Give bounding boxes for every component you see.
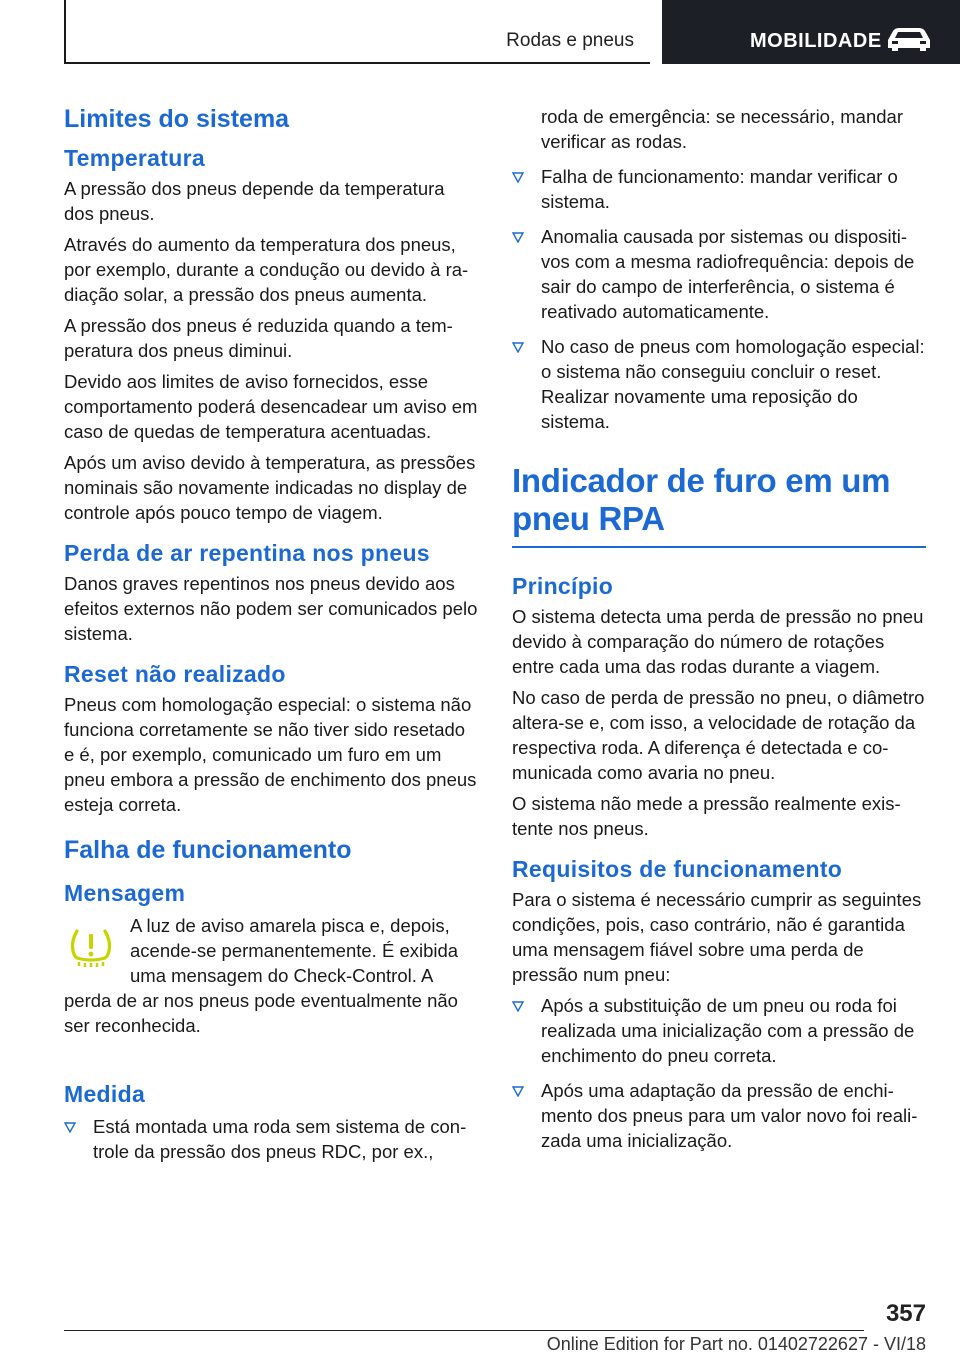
message-text-line: A luz de aviso amarela pisca e, depois, (130, 915, 450, 936)
header-chapter-label: MOBILIDADE (750, 30, 882, 52)
message-block (64, 913, 478, 1038)
requirements-heading: Requisitos de funcionamento (512, 856, 843, 882)
system-limits-title: Limites do sistema (64, 105, 290, 133)
reset-heading: Reset não realizado (64, 661, 286, 687)
header-section-title: Rodas e pneus (506, 30, 634, 51)
temperature-paragraph: Através do aumento da temperatura dos pneus, por exemplo, durante a condução ou devido à radiação solar, a pressão dos pneus aumenta. (64, 234, 469, 305)
principle-heading: Princípio (512, 573, 614, 599)
car-icon (884, 26, 934, 52)
message-text-rest: perda de ar nos pneus pode eventualmente não ser reconhecida. (64, 990, 458, 1036)
temperature-paragraph: A pressão dos pneus é reduzida quando a temperatura dos pneus diminui. (64, 315, 453, 361)
requirements-paragraph: Para o sistema é necessário cumprir as seguintes condições, pois, caso contrário, não é garantida uma mensagem fiável sobre uma perda de pressão num pneu: (512, 889, 922, 985)
left-column (64, 98, 478, 1174)
list-item-text: Falha de funcionamento: mandar verificar o sistema. (541, 166, 898, 212)
temperature-paragraph: Devido aos limites de aviso fornecidos, esse comportamento poderá desencadear um aviso em caso de quedas de temperatura acentuadas. (64, 371, 478, 442)
tire-pressure-warning-icon (68, 927, 114, 967)
sudden-loss-heading: Perda de ar repentina nos pneus (64, 540, 430, 566)
footer-edition: Online Edition for Part no. 01402722627 - VI/18 (546, 1334, 926, 1354)
measure-heading: Medida (64, 1081, 146, 1107)
message-text-line: acende-se permanentemente. É exibida (130, 940, 459, 961)
header-bottom-rule (64, 62, 650, 64)
list-item-text: Após uma adaptação da pressão de enchimento dos pneus para um valor novo foi realizada uma inicialização. (541, 1080, 918, 1151)
list-item-text: Anomalia causada por sistemas ou dispositivos com a mesma radiofrequência: depois de sair do campo de interferência, o sistema é reativado automaticamente. (541, 226, 915, 322)
bullet-triangle-icon (512, 342, 524, 353)
list-item (64, 1114, 478, 1164)
message-heading: Mensagem (64, 880, 186, 906)
principle-paragraph: O sistema detecta uma perda de pressão no pneu devido à comparação do número de rotações entre cada uma das rodas durante a viagem. (512, 606, 924, 677)
list-item (512, 334, 926, 434)
reset-paragraph: Pneus com homologação especial: o sistema não funciona corretamente se não tiver sido resetado e é, por exemplo, comunicado um furo em um pneu embora a pressão de enchimento dos pneus esteja correta. (64, 694, 477, 815)
list-item (512, 1078, 926, 1153)
list-item (512, 224, 926, 324)
footer-rule (64, 1330, 864, 1331)
message-text-line: uma mensagem do Check-Control. A (130, 965, 434, 986)
list-item-text: Após a substituição de um pneu ou roda foi realizada uma inicialização com a pressão de enchimento do pneu correta. (541, 995, 915, 1066)
bullet-triangle-icon (512, 1001, 524, 1012)
list-item (512, 164, 926, 214)
list-item (512, 104, 926, 154)
bullet-triangle-icon (64, 1122, 76, 1133)
malfunction-title: Falha de funcionamento (64, 836, 352, 864)
principle-paragraph: No caso de perda de pressão no pneu, o diâmetro altera-se e, com isso, a velocidade de rotação da respectiva roda. A diferença é detectada e comunicada como avaria no pneu. (512, 687, 925, 783)
requirements-list (512, 993, 926, 1153)
principle-paragraph: O sistema não mede a pressão realmente existente nos pneus. (512, 793, 901, 839)
page-number: 357 (885, 1300, 926, 1327)
temperature-heading: Temperatura (64, 145, 205, 171)
bullet-triangle-icon (512, 1086, 524, 1097)
bullet-triangle-icon (512, 232, 524, 243)
bullet-triangle-icon (512, 172, 524, 183)
list-item-text: No caso de pneus com homologação especial: o sistema não conseguiu concluir o reset. Realizar novamente uma reposição do sistema. (541, 336, 925, 432)
list-item (512, 993, 926, 1068)
measure-list-continued (512, 104, 926, 434)
header-chapter-tab (662, 0, 960, 64)
rpa-title: Indicador de furo em um pneu RPA (512, 462, 926, 548)
temperature-paragraph: Após um aviso devido à temperatura, as pressões nominais são novamente indicadas no display de controle após pouco tempo de viagem. (64, 452, 476, 523)
right-column (512, 100, 926, 1163)
measure-list (64, 1114, 478, 1164)
sudden-loss-paragraph: Danos graves repentinos nos pneus devido aos efeitos externos não podem ser comunicados pelo sistema. (64, 573, 478, 644)
list-item-text: roda de emergência: se necessário, mandar verificar as rodas. (541, 106, 903, 152)
temperature-paragraph: A pressão dos pneus depende da temperatura dos pneus. (64, 178, 445, 224)
list-item-text: Está montada uma roda sem sistema de controle da pressão dos pneus RDC, por ex., (93, 1116, 467, 1162)
